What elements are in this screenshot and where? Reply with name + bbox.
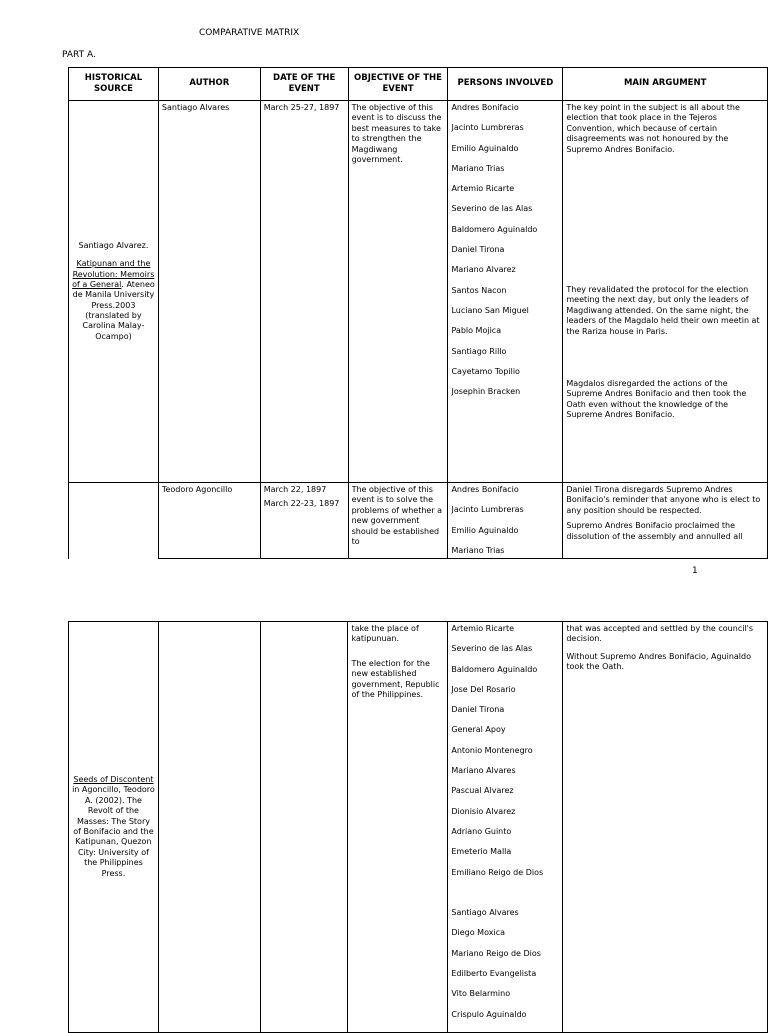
- person-name: Mariano Alvarez: [451, 265, 516, 275]
- objective-text: The election for the new established government, Republic of the Philippines.: [351, 658, 440, 699]
- argument-cell: [563, 101, 768, 483]
- list-spacer: [451, 888, 559, 908]
- person-name: Edilberto Evangelista: [451, 969, 537, 979]
- argument-paragraph: Supremo Andres Bonifacio proclaimed the dissolution of the assembly and annulled all: [566, 521, 743, 541]
- persons-list: [451, 485, 559, 555]
- person-name: Artemio Ricarte: [451, 184, 515, 194]
- table-row: [69, 483, 768, 559]
- page-number: 1: [692, 566, 698, 576]
- person-name: Artemio Ricarte: [451, 624, 515, 633]
- person-name: Emeterio Malla: [451, 847, 512, 857]
- person-name: Dionisio Alvarez: [451, 806, 516, 816]
- header-historical-source: HISTORICAL SOURCE: [69, 68, 159, 101]
- header-row: [69, 68, 768, 101]
- person-name: Emilio Aguinaldo: [451, 143, 519, 153]
- event-date: March 25-27, 1897: [263, 103, 340, 112]
- person-name: Josephin Bracken: [451, 387, 521, 397]
- argument-cell: [563, 483, 768, 559]
- person-name: Crispulo Aguinaldo: [451, 1009, 527, 1019]
- objective-text: The objective of this event is to discuss the best measures to take to strengthen the Magdiwang government.: [351, 103, 442, 164]
- historical-source-cell: [69, 101, 159, 483]
- author-cell: [158, 622, 260, 1033]
- person-name: Santiago Alvares: [451, 908, 519, 918]
- header-persons-involved: PERSONS INVOLVED: [448, 68, 563, 101]
- person-name: Santos Nacon: [451, 285, 507, 295]
- objective-text: The objective of this event is to solve the problems of whether a new government should be established to: [351, 485, 443, 546]
- header-date: DATE OF THE EVENT: [260, 68, 348, 101]
- table-row: [69, 101, 768, 483]
- argument-paragraph: The key point in the subject is all about the election that took place in the Tejeros Convention, which because of certain disagreements was not honoured by the Supremo Andres Bonifacio.: [566, 103, 740, 154]
- person-name: Vito Belarmino: [451, 989, 511, 999]
- source-citation: [72, 775, 155, 879]
- persons-cell: [448, 101, 563, 483]
- person-name: Daniel Tirona: [451, 245, 505, 255]
- objective-cell: [348, 101, 448, 483]
- person-name: Daniel Tirona: [451, 705, 505, 715]
- document-title: COMPARATIVE MATRIX: [199, 28, 300, 38]
- argument-text: [566, 485, 764, 555]
- source-citation: [72, 259, 155, 342]
- event-date: March 22, 1897: [263, 485, 327, 494]
- person-name: Pablo Mojica: [451, 326, 502, 336]
- person-name: Jacinto Lumbreras: [451, 505, 524, 515]
- author-name: Teodoro Agoncillo: [161, 485, 233, 494]
- objective-text: take the place of katipunuan.: [351, 624, 419, 644]
- person-name: Severino de las Alas: [451, 644, 533, 654]
- person-name: Mariano Reigo de Dios: [451, 948, 541, 958]
- persons-list: [451, 624, 559, 1030]
- argument-paragraph: Without Supremo Andres Bonifacio, Aguinaldo took the Oath.: [566, 651, 751, 672]
- person-name: Jacinto Lumbreras: [451, 123, 524, 133]
- person-name: Pascual Alvarez: [451, 786, 514, 796]
- historical-source-cell: [69, 622, 159, 1033]
- date-cell: [260, 101, 348, 483]
- argument-paragraph: Magdalos disregarded the actions of the Supreme Andres Bonifacio and then took the Oath even without the knowledge of the Supreme Andres Bonifacio.: [566, 379, 747, 420]
- persons-cell: [448, 622, 563, 1033]
- header-main-argument: MAIN ARGUMENT: [563, 68, 768, 101]
- header-author: AUTHOR: [158, 68, 260, 101]
- table-row: [69, 622, 768, 1033]
- person-name: Baldomero Aguinaldo: [451, 664, 538, 674]
- author-cell: [158, 101, 260, 483]
- person-name: Jose Del Rosario: [451, 684, 516, 694]
- event-date: March 22-23, 1897: [263, 499, 340, 509]
- person-name: Andres Bonifacio: [451, 485, 519, 494]
- objective-cell: [348, 483, 448, 559]
- person-name: Baldomero Aguinaldo: [451, 224, 538, 234]
- source-title: Seeds of Discontent: [73, 775, 154, 785]
- source-author-line: Santiago Alvarez.: [78, 240, 149, 250]
- date-cell: [260, 622, 348, 1033]
- comparative-matrix-table-continued: [68, 621, 768, 1033]
- person-name: Antonio Montenegro: [451, 745, 533, 755]
- person-name: Mariano Trias: [451, 545, 505, 555]
- person-name: Andres Bonifacio: [451, 103, 519, 112]
- person-name: Mariano Trias: [451, 163, 505, 173]
- argument-cell: [563, 622, 768, 1033]
- part-label: PART A.: [62, 50, 96, 60]
- person-name: Emiliano Reigo de Dios: [451, 867, 544, 877]
- argument-paragraph: that was accepted and settled by the council's decision.: [566, 624, 754, 644]
- objective-cell: [348, 622, 448, 1033]
- person-name: Emilio Aguinaldo: [451, 525, 519, 535]
- person-name: Mariano Alvares: [451, 766, 516, 776]
- person-name: Luciano San Miguel: [451, 305, 529, 315]
- person-name: Adriano Guinto: [451, 826, 512, 836]
- persons-list: [451, 103, 559, 407]
- person-name: Cayetamo Topilio: [451, 366, 520, 376]
- author-cell: [158, 483, 260, 559]
- persons-cell: [448, 483, 563, 559]
- argument-paragraph: Daniel Tirona disregards Supremo Andres Bonifacio's reminder that anyone who is elect to any position should be respected.: [566, 485, 761, 515]
- source-title: Katipunan and the Revolution: Memoirs of a General: [72, 259, 155, 289]
- source-details: in Agoncillo, Teodoro A. (2002). The Revolt of the Masses: The Story of Bonifacio and the Katipunan, Quezon City: University of the Philippines Press.: [72, 785, 155, 878]
- author-name: Santiago Alvares: [161, 103, 230, 112]
- argument-paragraph: They revalidated the protocol for the election meeting the next day, but only the leaders of Magdiwang attended. On the same night, the leaders of the Magdalo held their own meetin at the Rariza house in Paris.: [566, 285, 760, 336]
- historical-source-cell: [69, 483, 159, 559]
- person-name: General Apoy: [451, 725, 506, 735]
- page-break: [0, 582, 768, 620]
- person-name: Severino de las Alas: [451, 204, 533, 214]
- person-name: Santiago Rillo: [451, 346, 507, 356]
- person-name: Diego Moxica: [451, 928, 505, 938]
- header-objective: OBJECTIVE OF THE EVENT: [348, 68, 448, 101]
- source-details: . Ateneo de Manila University Press.2003 (translated by Carolina Malay-Ocampo): [72, 279, 155, 341]
- date-cell: [260, 483, 348, 559]
- comparative-matrix-table: [68, 67, 768, 559]
